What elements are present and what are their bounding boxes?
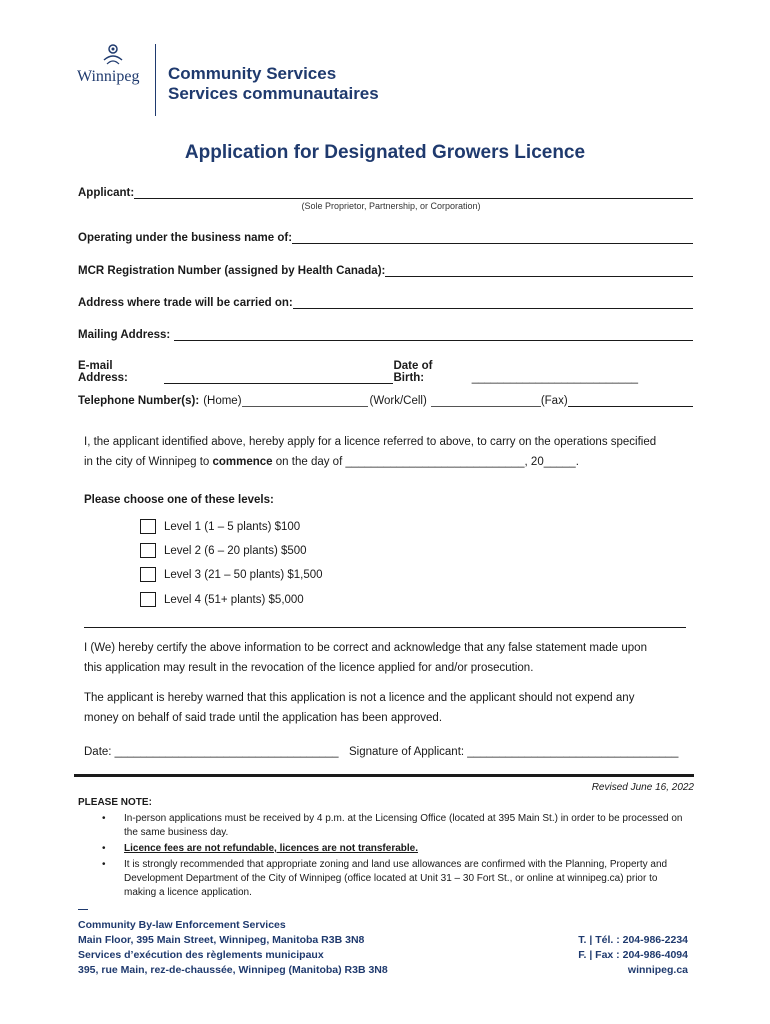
footer-line-3: Services d’exécution des règlements municipaux xyxy=(78,949,324,961)
note-text-1: In-person applications must be received by 4 p.m. at the Licensing Office (located at 395 Main St.) in order to be processed on the same business day. xyxy=(124,813,683,838)
dob-label: Date of Birth: xyxy=(393,360,433,384)
work-phone-input-line[interactable] xyxy=(431,394,541,407)
level-1-checkbox[interactable] xyxy=(140,519,156,534)
mcr-input-line[interactable] xyxy=(385,264,693,277)
level-1-label: Level 1 (1 – 5 plants) $100 xyxy=(164,520,301,533)
fax-input-line[interactable] xyxy=(568,394,693,407)
level-3-checkbox[interactable] xyxy=(140,567,156,582)
work-label: (Work/Cell) xyxy=(369,395,427,407)
footer-phone: T. | Tél. : 204-986-2234 xyxy=(578,934,688,946)
home-label: (Home) xyxy=(203,395,242,407)
applicant-note: (Sole Proprietor, Partnership, or Corporation) xyxy=(301,201,481,211)
level-2-checkbox[interactable] xyxy=(140,543,156,558)
header-divider xyxy=(155,44,156,116)
level-4-label: Level 4 (51+ plants) $5,000 xyxy=(164,593,304,606)
department-name-fr: Services communautaires xyxy=(168,84,379,103)
signature-divider xyxy=(74,774,694,777)
footer-fax: F. | Fax : 204-986-4094 xyxy=(578,949,688,961)
applicant-label: Applicant: xyxy=(78,187,135,199)
notes-list xyxy=(78,812,688,902)
applicant-signature-field[interactable]: Signature of Applicant: _________________________________ xyxy=(349,746,679,758)
note-item xyxy=(78,842,688,856)
home-phone-input-line[interactable] xyxy=(242,394,368,407)
apply-line-1: I, the applicant identified above, hereby apply for a licence referred to above, to carry on the operations specified xyxy=(84,436,657,448)
certify-line-2: this application may result in the revocation of the licence applied for and/or prosecution. xyxy=(84,662,534,674)
dob-input-line[interactable]: __________________________ xyxy=(471,372,638,384)
level-3-option[interactable] xyxy=(140,567,323,582)
mcr-label: MCR Registration Number (assigned by Health Canada): xyxy=(78,265,386,277)
email-dob-row xyxy=(78,360,638,384)
applicant-field[interactable] xyxy=(78,186,693,199)
trade-address-field[interactable] xyxy=(78,296,693,309)
note-item xyxy=(78,858,688,900)
certify-paragraph xyxy=(84,638,704,678)
logo-wordmark: Winnipeg xyxy=(77,68,140,85)
date-signature-field[interactable]: Date: ___________________________________ xyxy=(84,746,339,758)
email-input-line[interactable] xyxy=(164,371,393,384)
fax-label: (Fax) xyxy=(540,395,568,407)
footer-line-4: 395, rue Main, rez-de-chaussée, Winnipeg (Manitoba) R3B 3N8 xyxy=(78,964,388,976)
warning-paragraph xyxy=(84,688,704,728)
level-4-checkbox[interactable] xyxy=(140,592,156,607)
level-1-option[interactable] xyxy=(140,519,300,534)
mailing-address-label: Mailing Address: xyxy=(78,329,171,341)
notes-title: PLEASE NOTE: xyxy=(78,797,152,808)
note-text-2: Licence fees are not refundable, licences are not transferable. xyxy=(124,843,418,854)
bullet-icon: • xyxy=(102,843,106,854)
levels-heading: Please choose one of these levels: xyxy=(84,494,274,506)
mcr-field[interactable] xyxy=(78,264,693,277)
apply-line-2-text: in the city of Winnipeg to xyxy=(84,456,213,468)
level-4-option[interactable] xyxy=(140,592,304,607)
level-2-option[interactable] xyxy=(140,543,307,558)
email-label: E-mail Address: xyxy=(78,360,128,384)
telephone-label: Telephone Number(s): xyxy=(78,395,200,407)
footer-line-2: Main Floor, 395 Main Street, Winnipeg, Manitoba R3B 3N8 xyxy=(78,934,365,946)
telephone-row xyxy=(78,394,693,407)
warning-line-2: money on behalf of said trade until the application has been approved. xyxy=(84,712,443,724)
apply-line-2 xyxy=(84,452,704,472)
winnipeg-logo-icon xyxy=(100,42,126,68)
trade-address-label: Address where trade will be carried on: xyxy=(78,297,293,309)
bullet-icon: • xyxy=(102,813,106,824)
note-item xyxy=(78,812,688,840)
footer-mark xyxy=(78,909,88,910)
page-title: Application for Designated Growers Licence xyxy=(184,142,586,163)
footer-address xyxy=(78,918,388,978)
business-name-field[interactable] xyxy=(78,231,693,244)
applicant-input-line[interactable] xyxy=(134,186,693,199)
footer-contact xyxy=(578,933,688,978)
bullet-icon: • xyxy=(102,859,106,870)
trade-address-input-line[interactable] xyxy=(293,296,693,309)
department-name-en: Community Services xyxy=(168,64,337,83)
mailing-address-field[interactable] xyxy=(78,328,693,341)
certify-line-1: I (We) hereby certify the above information to be correct and acknowledge that any false statement made upon xyxy=(84,642,647,654)
business-name-input-line[interactable] xyxy=(292,231,693,244)
note-text-3: It is strongly recommended that appropriate zoning and land use allowances are confirmed with the Planning, Property and Development Department of the City of Winnipeg (office located at Unit 31 – 30 Fort St., or online at winnipeg.ca) prior to making a licence application. xyxy=(124,859,668,898)
business-name-label: Operating under the business name of: xyxy=(78,232,293,244)
section-divider xyxy=(84,627,686,628)
apply-date-blank[interactable]: on the day of ____________________________, 20_____. xyxy=(272,456,579,468)
footer-line-1: Community By-law Enforcement Services xyxy=(78,919,286,931)
level-2-label: Level 2 (6 – 20 plants) $500 xyxy=(164,544,307,557)
warning-line-1: The applicant is hereby warned that this application is not a licence and the applicant should not expend any xyxy=(84,692,635,704)
mailing-address-input-line[interactable] xyxy=(174,328,693,341)
revised-date: Revised June 16, 2022 xyxy=(591,782,694,793)
level-3-label: Level 3 (21 – 50 plants) $1,500 xyxy=(164,568,323,581)
apply-paragraph xyxy=(84,432,704,472)
commence-word: commence xyxy=(212,456,273,468)
footer-website-link[interactable]: winnipeg.ca xyxy=(627,964,688,976)
